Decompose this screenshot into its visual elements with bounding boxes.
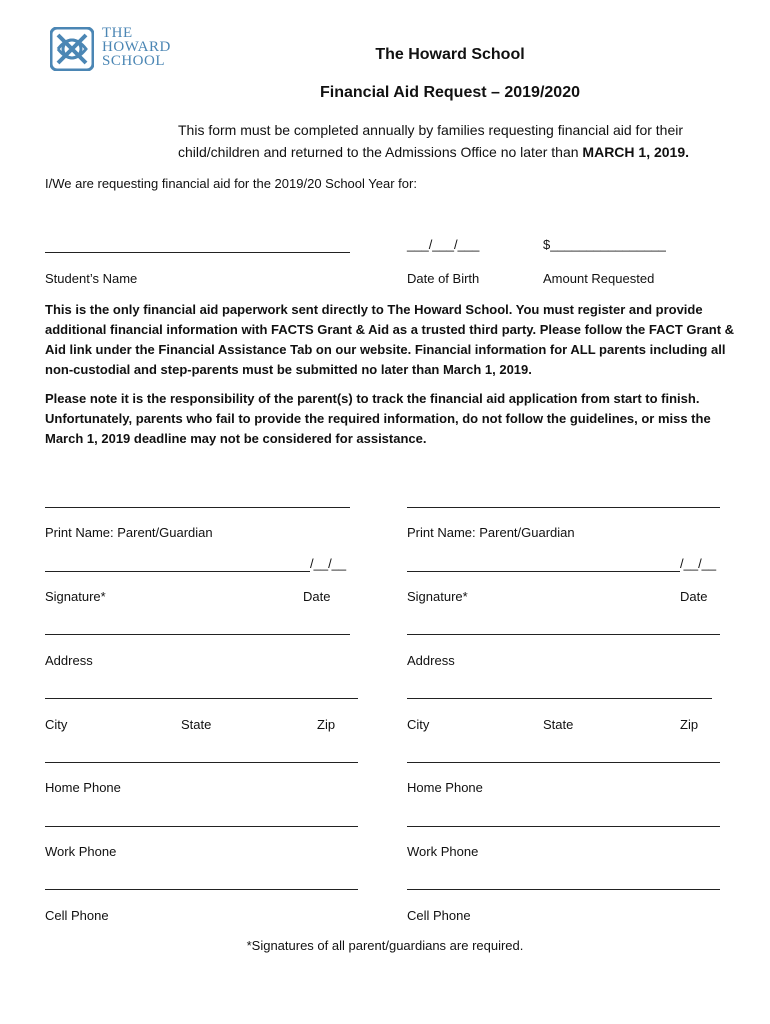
right-address-field[interactable]	[407, 634, 720, 635]
right-work-phone-field[interactable]	[407, 826, 720, 827]
left-cell-phone-field[interactable]	[45, 889, 358, 890]
left-zip-label: Zip	[317, 717, 336, 732]
intro-paragraph	[178, 119, 738, 163]
student-name-label: Student’s Name	[45, 271, 138, 286]
amount-requested-label: Amount Requested	[543, 271, 655, 286]
right-print-name-label: Print Name: Parent/Guardian	[407, 525, 575, 540]
right-work-phone-label: Work Phone	[407, 844, 479, 859]
logo-line-2: HOWARD	[102, 39, 171, 55]
left-state-label: State	[181, 717, 212, 732]
right-signature-field[interactable]	[407, 571, 680, 572]
notice-parent-responsibility: Please note it is the responsibility of the parent(s) to track the financial aid application from start to finish. Unfortunately, parents who fail to provide the required information, do not follow the guidelines, or miss the March 1, 2019 deadline may not be considered for assistance.	[45, 391, 711, 446]
right-signature-label: Signature*	[407, 589, 468, 604]
right-cell-phone-field[interactable]	[407, 889, 720, 890]
right-home-phone-label: Home Phone	[407, 780, 483, 795]
logo-line-1: THE	[102, 25, 133, 41]
left-work-phone-label: Work Phone	[45, 844, 117, 859]
right-address-label: Address	[407, 653, 455, 668]
right-print-name-field[interactable]	[407, 507, 720, 508]
right-date-label: Date	[680, 589, 708, 604]
date-of-birth-label: Date of Birth	[407, 271, 480, 286]
left-print-name-label: Print Name: Parent/Guardian	[45, 525, 213, 540]
amount-requested-field[interactable]: $________________	[543, 237, 666, 252]
left-address-label: Address	[45, 653, 93, 668]
left-home-phone-field[interactable]	[45, 762, 358, 763]
right-signature-date-blank[interactable]: /__/__	[680, 556, 717, 571]
page-title: The Howard School	[375, 46, 525, 63]
logo-line-3: SCHOOL	[102, 53, 166, 69]
left-signature-field[interactable]	[45, 571, 310, 572]
requesting-statement: I/We are requesting financial aid for the 2019/20 School Year for:	[45, 176, 417, 191]
right-state-label: State	[543, 717, 574, 732]
right-city-label: City	[407, 717, 430, 732]
left-print-name-field[interactable]	[45, 507, 350, 508]
intro-text: This form must be completed annually by families requesting financial aid for their child/children and returned to the Admissions Office no later than	[178, 122, 684, 160]
notice-facts-registration: This is the only financial aid paperwork sent directly to The Howard School. You must register and provide additional financial information with FACTS Grant & Aid as a trusted third party. Please follow the FACT Grant & Aid link under the Financial Assistance Tab on our website. Financial information for ALL parents including all non-custodial and step-parents must be submitted no later than March 1, 2019.	[45, 302, 735, 377]
date-of-birth-field[interactable]: ___/___/___	[407, 237, 480, 252]
intro-deadline: MARCH 1, 2019.	[582, 144, 690, 160]
right-home-phone-field[interactable]	[407, 762, 720, 763]
left-date-label: Date	[303, 589, 331, 604]
right-city-state-zip-field[interactable]	[407, 698, 712, 699]
left-address-field[interactable]	[45, 634, 350, 635]
form-subtitle: Financial Aid Request – 2019/2020	[320, 84, 580, 101]
left-city-state-zip-field[interactable]	[45, 698, 358, 699]
signatures-required-note: *Signatures of all parent/guardians are required.	[246, 938, 524, 953]
left-cell-phone-label: Cell Phone	[45, 908, 109, 923]
right-zip-label: Zip	[680, 717, 699, 732]
left-signature-date-blank[interactable]: /__/__	[310, 556, 347, 571]
left-home-phone-label: Home Phone	[45, 780, 121, 795]
left-city-label: City	[45, 717, 68, 732]
student-name-field[interactable]	[45, 252, 350, 253]
right-cell-phone-label: Cell Phone	[407, 908, 471, 923]
left-signature-label: Signature*	[45, 589, 106, 604]
left-work-phone-field[interactable]	[45, 826, 358, 827]
